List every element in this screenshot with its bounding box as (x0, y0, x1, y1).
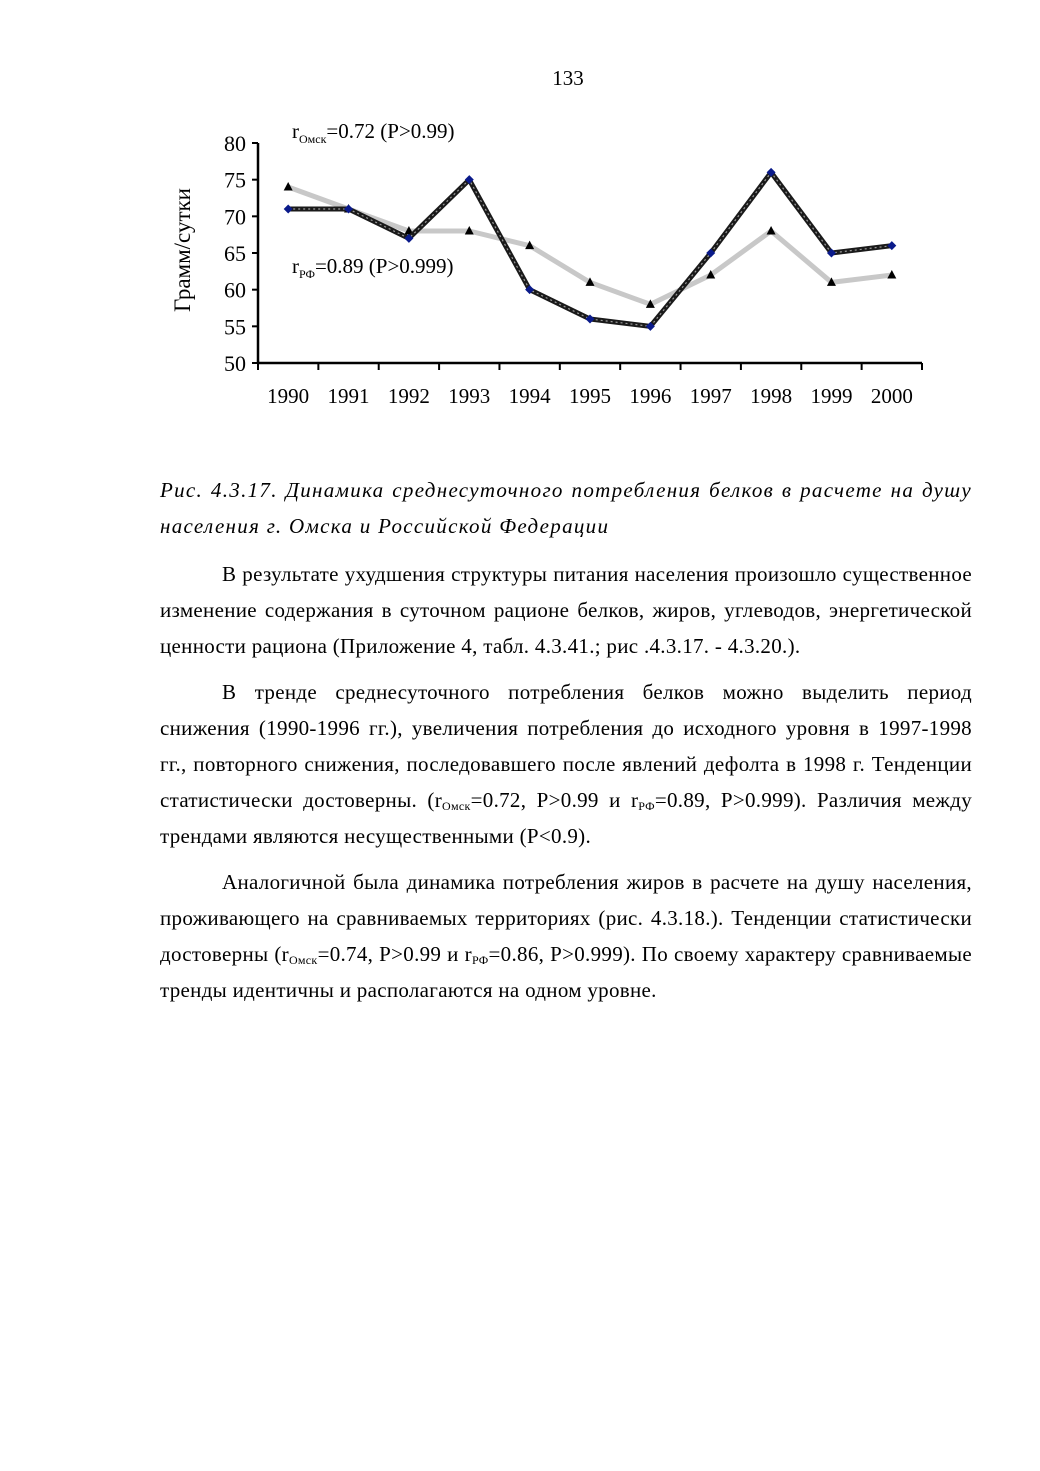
annotation-rf-sub: РФ (299, 267, 315, 281)
y-tick-label: 75 (224, 167, 246, 193)
y-tick-label: 60 (224, 277, 246, 303)
p3-text-b: =0.74, P>0.99 и r (317, 942, 472, 966)
chart-series (284, 168, 897, 331)
y-tick-label: 50 (224, 351, 246, 376)
series-line-omsk (288, 172, 892, 326)
annotation-omsk-r: r (292, 119, 299, 143)
x-tick-label: 1996 (629, 384, 672, 408)
series-line-omsk-pattern (288, 172, 892, 326)
protein-consumption-chart (150, 110, 940, 410)
y-tick-label: 70 (224, 204, 246, 230)
p2-text-c: =0.89, P>0.999). Различия между трендами являются несущественными (P<0.9). (160, 788, 972, 848)
body-text (160, 556, 972, 1018)
p2-text-a: В тренде среднесуточного потребления белков можно выделить период снижения (1990-1996 гг.), увеличения потребления до исходного уровня в 1997-1998 гг., повторного снижения, последовавшего после явлений дефолта в 1998 г. Тенденции статистически достоверны. (r (160, 680, 972, 812)
y-axis-label: Грамм/сутки (170, 188, 195, 312)
annotation-rf-r: r (292, 254, 299, 278)
series-line-rf (288, 187, 892, 304)
data-point-omsk (284, 205, 293, 214)
x-tick-label: 1997 (689, 384, 732, 408)
x-tick-label: 1990 (267, 384, 310, 408)
p3-sub-omsk: Омск (288, 953, 318, 967)
annotation-omsk (292, 119, 455, 146)
x-tick-label: 1998 (750, 384, 793, 408)
annotation-rf (292, 254, 454, 281)
p2-sub-omsk: Омск (442, 799, 471, 813)
x-tick-label: 1999 (810, 384, 853, 408)
paragraph-3 (160, 864, 972, 1008)
y-tick-label: 55 (224, 314, 246, 340)
p2-sub-rf: РФ (638, 799, 655, 813)
data-point-omsk (887, 241, 896, 250)
x-tick-label: 1995 (569, 384, 611, 408)
annotation-rf-value: =0.89 (P>0.999) (314, 254, 454, 278)
figure-caption: Рис. 4.3.17. Динамика среднесуточного потребления белков в расчете на душу населения г. Омска и Российской Федерации (160, 478, 972, 538)
annotation-omsk-value: =0.72 (P>0.99) (326, 119, 455, 143)
paragraph-1: В результате ухудшения структуры питания населения произошло существенное изменение содержания в суточном рационе белков, жиров, углеводов, энергетической ценности рациона (Приложение 4, табл. 4.3.41.; рис .4.3.17. - 4.3.20.). (160, 562, 972, 658)
page-number: 133 (552, 66, 584, 90)
annotation-omsk-sub: Омск (299, 132, 327, 146)
p3-text-c: =0.86, P>0.999). По своему характеру сравниваемые тренды идентичны и располагаются на одном уровне. (160, 942, 973, 1002)
x-tick-label: 1992 (387, 384, 430, 408)
x-tick-label: 1991 (327, 384, 370, 408)
y-tick-label: 65 (224, 241, 246, 266)
p3-sub-rf: РФ (471, 953, 489, 967)
p2-text-b: =0.72, P>0.99 и r (470, 788, 639, 812)
y-tick-label: 80 (224, 131, 246, 156)
x-tick-label: 1994 (508, 384, 551, 408)
x-tick-label: 1993 (448, 384, 491, 408)
x-tick-label: 2000 (870, 384, 913, 408)
p3-text-a: Аналогичной была динамика потребления жиров в расчете на душу населения, проживающего на сравниваемых территориях (рис. 4.3.18.). Тенденции статистически достоверны (r (160, 870, 972, 966)
paragraph-2 (160, 674, 972, 854)
